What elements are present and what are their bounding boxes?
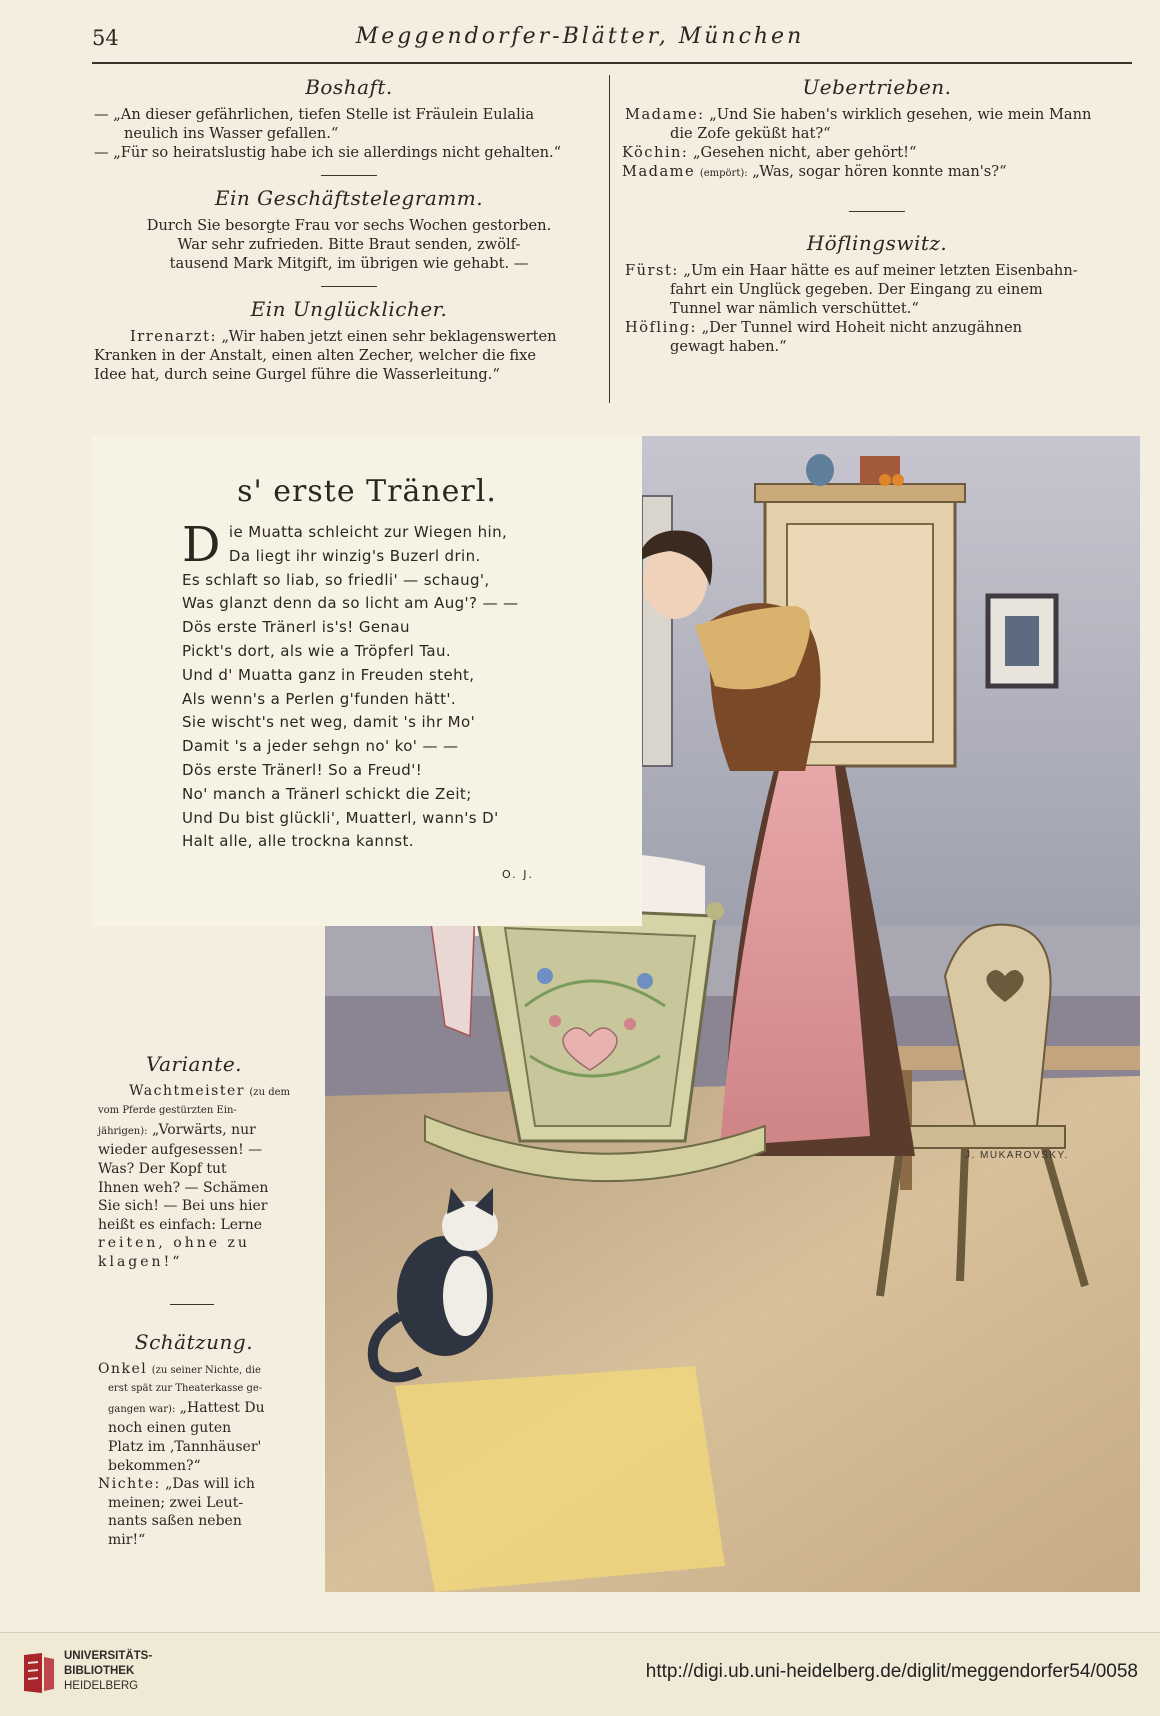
speaker-madame: Madame: <box>625 106 705 123</box>
poem-line-14: Halt alle, alle trockna kannst. <box>182 832 414 851</box>
variante-line-4: Ihnen weh? — Schämen <box>98 1179 269 1196</box>
hoefling-text-1a: „Um ein Haar hätte es auf meiner letzten Eisenbahn- <box>683 262 1078 279</box>
schaetzung-line-1 <box>98 1399 290 1420</box>
schaetzung-line-8: mir!“ <box>108 1531 146 1548</box>
library-logo-icon <box>22 1651 56 1695</box>
heading-schaetzung: Schätzung. <box>134 1330 254 1354</box>
boshaft-line-2: — „Für so heiratslustig habe ich sie allerdings nicht gehalten.“ <box>94 144 562 161</box>
schaetzung-line-3: Platz im ‚Tannhäuser' <box>108 1438 262 1455</box>
cupboard-top <box>755 484 965 502</box>
cradle-post <box>706 902 724 920</box>
header-rule <box>92 62 1132 64</box>
picture-inner <box>1005 616 1039 666</box>
schaetzung-block <box>98 1330 290 1550</box>
speaker-hoefling: Höfling: <box>625 319 697 336</box>
orange <box>879 474 891 486</box>
speaker-koechin: Köchin: <box>622 144 689 161</box>
boshaft-line-1a: — „An dieser gefährlichen, tiefen Stelle ist Fräulein Eulalia <box>94 106 535 123</box>
ungluecklicher-line-1 <box>94 327 604 346</box>
library-name-line-3: HEIDELBERG <box>64 1680 139 1692</box>
poem-line-9: Sie wischt's net weg, damit 's ihr Mo' <box>182 713 476 732</box>
uebertrieben-text-1b: die Zofe geküßt hat?“ <box>670 125 831 142</box>
poem-line-7: Und d' Muatta ganz in Freuden steht, <box>182 665 475 684</box>
hoefling-line-1 <box>622 261 1132 318</box>
schaetzung-note-2: erst spät zur Theaterkasse ge- <box>108 1383 263 1395</box>
variante-text-1: „Vorwärts, nur <box>151 1121 256 1138</box>
uebertrieben-line-3 <box>622 162 1132 183</box>
library-name-line-1: UNIVERSITÄTS- <box>64 1650 153 1662</box>
poem-line-11: Dös erste Tränerl! So a Freud'! <box>182 760 423 779</box>
variante-intro <box>98 1082 290 1103</box>
schaetzung-line-4: bekommen?“ <box>108 1457 201 1474</box>
cradle-panel <box>505 928 695 1126</box>
variante-line-7: reiten, ohne zu <box>98 1235 250 1252</box>
schaetzung-note-1: (zu seiner Nichte, die <box>151 1364 261 1376</box>
variante-note-2: vom Pferde gestürzten Ein- <box>98 1105 237 1117</box>
cat-chest <box>443 1256 487 1336</box>
separator <box>170 1304 214 1305</box>
variante-note-3: jährigen): <box>98 1125 148 1137</box>
schaetzung-text-2a: „Das will ich <box>165 1476 255 1493</box>
poem-line-2: Da liegt ihr winzig's Buzerl drin. <box>228 546 481 565</box>
boshaft-line-1 <box>94 105 604 143</box>
separator <box>321 175 377 176</box>
variante-line-3: Was? Der Kopf tut <box>98 1160 227 1177</box>
schaetzung-text-1a: „Hattest Du <box>179 1399 265 1416</box>
variante-line-6: heißt es einfach: Lerne <box>98 1216 263 1233</box>
running-title: Meggendorfer-Blätter, München <box>355 24 805 49</box>
poem-line-5: Dös erste Tränerl is's! Genau <box>182 618 410 637</box>
orange <box>892 474 904 486</box>
schaetzung-line-2: noch einen guten <box>108 1420 232 1437</box>
artist-signature: J. MUKAROVSKY. <box>965 1150 1069 1161</box>
speaker-madame-2: Madame <box>622 163 696 180</box>
library-name-line-2: BIBLIOTHEK <box>64 1665 135 1677</box>
hoefling-text-2b: gewagt haben.“ <box>670 338 787 355</box>
speaker-onkel: Onkel <box>98 1360 148 1377</box>
separator <box>321 286 377 287</box>
variante-line-1 <box>98 1121 290 1142</box>
ungluecklicher-line-3: Idee hat, durch seine Gurgel führe die Wasserleitung.“ <box>94 366 500 383</box>
poem-line-8: Als wenn's a Perlen g'funden hätt'. <box>182 689 457 708</box>
jug <box>806 454 834 486</box>
poem-signature: O. J. <box>502 868 534 881</box>
cradle-flower <box>624 1018 636 1030</box>
page-header <box>0 22 1160 56</box>
schaetzung-intro <box>98 1360 290 1381</box>
separator <box>849 211 905 212</box>
poem-body <box>182 517 552 854</box>
ungluecklicher-line-2: Kranken in der Anstalt, einen alten Zecher, welcher die fixe <box>94 347 537 364</box>
variante-block <box>98 1052 290 1272</box>
heading-boshaft: Boshaft. <box>305 75 393 99</box>
page-number: 54 <box>92 26 119 50</box>
cradle-flower <box>637 973 653 989</box>
telegramm-line-3: tausend Mark Mitgift, im übrigen wie gehabt. — <box>169 255 529 272</box>
poem-line-1-text: ie Muatta schleicht zur Wiegen hin, <box>228 523 508 541</box>
hoefling-text-1b: fahrt ein Unglück gegeben. Der Eingang zu einem <box>670 281 1043 298</box>
ungluecklicher-text-1: „Wir haben jetzt einen sehr beklagenswerten <box>221 328 557 345</box>
heading-variante: Variante. <box>145 1052 243 1076</box>
poem-line-3: Es schlaft so liab, so friedli' — schaug', <box>182 570 490 589</box>
uebertrieben-line-1 <box>622 105 1132 143</box>
variante-line-5: Sie sich! — Bei uns hier <box>98 1198 268 1215</box>
telegramm-line-2: War sehr zufrieden. Bitte Braut senden, zwölf- <box>177 236 521 253</box>
heading-ungluecklicher: Ein Unglücklicher. <box>250 297 448 321</box>
speaker-wachtmeister: Wachtmeister <box>129 1082 245 1099</box>
library-name <box>64 1649 152 1694</box>
uebertrieben-text-3: „Was, sogar hören konnte man's?“ <box>752 163 1007 180</box>
poem-title: s' erste Tränerl. <box>237 474 497 509</box>
cradle-flower <box>537 968 553 984</box>
variante-note-1: (zu dem <box>249 1086 290 1098</box>
hoefling-text-1c: Tunnel war nämlich verschüttet.“ <box>670 300 919 317</box>
variante-line-2: wieder aufgesessen! — <box>98 1142 263 1159</box>
hoefling-line-2 <box>622 318 1132 356</box>
library-footer <box>0 1632 1160 1716</box>
variante-line-8: klagen!“ <box>98 1253 183 1270</box>
boshaft-line-1b: neulich ins Wasser gefallen.“ <box>124 125 339 142</box>
schaetzung-line-5 <box>98 1475 290 1494</box>
uebertrieben-text-1a: „Und Sie haben's wirklich gesehen, wie mein Mann <box>709 106 1092 123</box>
source-url-link[interactable]: http://digi.ub.uni-heidelberg.de/diglit/meggendorfer54/0058 <box>645 1661 1138 1682</box>
left-column <box>94 75 604 384</box>
hoefling-text-2a: „Der Tunnel wird Hoheit nicht anzugähnen <box>701 319 1022 336</box>
column-divider <box>609 75 610 403</box>
uebertrieben-text-2: „Gesehen nicht, aber gehört!“ <box>693 144 917 161</box>
right-column <box>622 75 1132 356</box>
cradle-flower <box>549 1015 561 1027</box>
schaetzung-note-3: gangen war): <box>108 1403 176 1415</box>
heading-uebertrieben: Uebertrieben. <box>802 75 952 99</box>
poem-line-4: Was glanzt denn da so licht am Aug'? — — <box>182 594 519 613</box>
schaetzung-line-6: meinen; zwei Leut- <box>108 1494 244 1511</box>
poem-line-6: Pickt's dort, als wie a Tröpferl Tau. <box>182 641 452 660</box>
poem-line-12: No' manch a Tränerl schickt die Zeit; <box>182 784 472 803</box>
speaker-nichte: Nichte: <box>98 1476 161 1493</box>
heading-hoeflingswitz: Höflingswitz. <box>806 231 948 255</box>
drop-cap: D <box>182 517 221 573</box>
poem-line-10: Damit 's a jeder sehgn no' ko' — — <box>182 737 459 756</box>
poem-line-13: Und Du bist glückli', Muatterl, wann's D' <box>182 808 499 827</box>
sunlight <box>395 1366 725 1592</box>
telegramm-line-1: Durch Sie besorgte Frau vor sechs Wochen gestorben. <box>146 217 552 234</box>
speaker-fuerst: Fürst: <box>625 262 679 279</box>
stage-note: (empört): <box>699 168 748 179</box>
schaetzung-line-7: nants saßen neben <box>108 1513 242 1530</box>
speaker-irrenarzt: Irrenarzt: <box>130 328 217 345</box>
heading-telegramm: Ein Geschäftstelegramm. <box>214 186 484 210</box>
uebertrieben-line-2 <box>622 143 1132 162</box>
